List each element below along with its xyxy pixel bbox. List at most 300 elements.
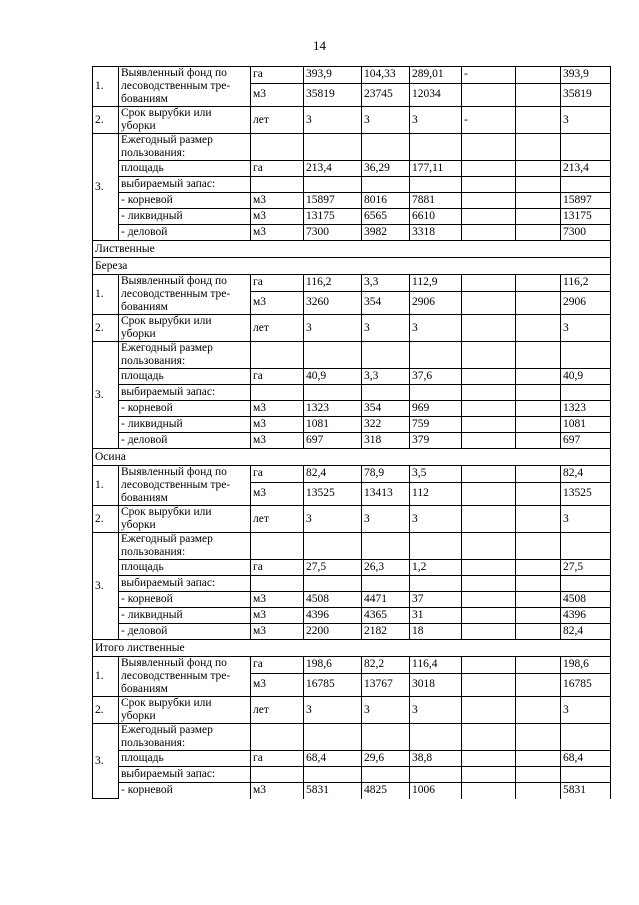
value-cell: [462, 83, 516, 106]
unit-cell: га: [251, 369, 304, 385]
indicator-cell: - ликвидный: [119, 608, 251, 624]
value-cell: [410, 134, 462, 161]
value-cell: [516, 482, 561, 505]
value-cell: 68,4: [561, 751, 611, 767]
value-cell: 198,6: [561, 657, 611, 674]
value-cell: [410, 177, 462, 193]
value-cell: -: [462, 107, 516, 134]
value-cell: 3,3: [362, 275, 410, 292]
value-cell: [516, 67, 561, 84]
value-cell: 5831: [561, 783, 611, 799]
value-cell: 38,8: [410, 751, 462, 767]
value-cell: 40,9: [561, 369, 611, 385]
indicator-cell: площадь: [119, 369, 251, 385]
value-cell: 68,4: [304, 751, 362, 767]
value-cell: 1081: [304, 417, 362, 433]
value-cell: [410, 342, 462, 369]
value-cell: [362, 767, 410, 783]
indicator-cell: - деловой: [119, 433, 251, 449]
value-cell: 2200: [304, 624, 362, 640]
value-cell: 3,3: [362, 369, 410, 385]
indicator-cell: Срок вырубки или уборки: [119, 697, 251, 724]
unit-cell: м3: [251, 433, 304, 449]
unit-cell: лет: [251, 315, 304, 342]
value-cell: 289,01: [410, 67, 462, 84]
value-cell: [362, 134, 410, 161]
value-cell: [462, 576, 516, 592]
indicator-cell: Выявленный фонд по лесоводственным тре- бованиям: [119, 67, 251, 107]
table-row: [93, 724, 611, 751]
unit-cell: м3: [251, 673, 304, 696]
value-cell: [561, 767, 611, 783]
value-cell: [462, 134, 516, 161]
value-cell: 697: [561, 433, 611, 449]
table-row: [93, 161, 611, 177]
indicator-cell: Выявленный фонд по лесоводственным тре- бованиям: [119, 657, 251, 697]
value-cell: 213,4: [304, 161, 362, 177]
value-cell: 4825: [362, 783, 410, 799]
unit-cell: га: [251, 657, 304, 674]
unit-cell: м3: [251, 608, 304, 624]
value-cell: [462, 624, 516, 640]
value-cell: [516, 592, 561, 608]
value-cell: 82,4: [304, 466, 362, 483]
table-row: [93, 401, 611, 417]
indicator-cell: Ежегодный размер пользования:: [119, 342, 251, 369]
value-cell: [462, 275, 516, 292]
unit-cell: м3: [251, 225, 304, 241]
section-row: [93, 241, 611, 258]
value-cell: [516, 697, 561, 724]
table-row: [93, 275, 611, 292]
value-cell: [516, 783, 561, 799]
value-cell: [304, 134, 362, 161]
value-cell: 23745: [362, 83, 410, 106]
unit-cell: лет: [251, 697, 304, 724]
value-cell: 354: [362, 291, 410, 314]
value-cell: [462, 193, 516, 209]
value-cell: [561, 576, 611, 592]
value-cell: 37: [410, 592, 462, 608]
unit-cell: м3: [251, 592, 304, 608]
value-cell: 3: [362, 697, 410, 724]
table-row: [93, 657, 611, 674]
value-cell: 318: [362, 433, 410, 449]
value-cell: [516, 560, 561, 576]
value-cell: [304, 576, 362, 592]
value-cell: 213,4: [561, 161, 611, 177]
value-cell: [516, 225, 561, 241]
value-cell: [516, 209, 561, 225]
value-cell: [362, 342, 410, 369]
value-cell: 1006: [410, 783, 462, 799]
value-cell: [516, 134, 561, 161]
value-cell: 697: [304, 433, 362, 449]
value-cell: [516, 673, 561, 696]
value-cell: [462, 369, 516, 385]
value-cell: [304, 385, 362, 401]
value-cell: 3: [561, 697, 611, 724]
item-number: 3.: [93, 724, 119, 799]
item-number: 2.: [93, 107, 119, 134]
value-cell: [462, 342, 516, 369]
unit-cell: [251, 134, 304, 161]
value-cell: 3: [304, 315, 362, 342]
value-cell: 15897: [304, 193, 362, 209]
value-cell: [516, 369, 561, 385]
value-cell: 4508: [304, 592, 362, 608]
value-cell: 29,6: [362, 751, 410, 767]
value-cell: [462, 608, 516, 624]
value-cell: [516, 433, 561, 449]
value-cell: [462, 506, 516, 533]
unit-cell: м3: [251, 401, 304, 417]
indicator-cell: Выявленный фонд по лесоводственным тре- бованиям: [119, 275, 251, 315]
unit-cell: га: [251, 560, 304, 576]
value-cell: 8016: [362, 193, 410, 209]
indicator-cell: - корневой: [119, 193, 251, 209]
value-cell: [516, 193, 561, 209]
value-cell: [516, 401, 561, 417]
value-cell: 112,9: [410, 275, 462, 292]
value-cell: 16785: [304, 673, 362, 696]
value-cell: [516, 608, 561, 624]
value-cell: [516, 751, 561, 767]
value-cell: [516, 177, 561, 193]
unit-cell: м3: [251, 209, 304, 225]
value-cell: [516, 724, 561, 751]
value-cell: 4508: [561, 592, 611, 608]
item-number: 3.: [93, 342, 119, 449]
value-cell: 116,2: [304, 275, 362, 292]
value-cell: 112: [410, 482, 462, 505]
value-cell: 6565: [362, 209, 410, 225]
value-cell: [304, 724, 362, 751]
value-cell: 13525: [561, 482, 611, 505]
value-cell: 2906: [410, 291, 462, 314]
value-cell: 4471: [362, 592, 410, 608]
table-row: [93, 433, 611, 449]
indicator-cell: площадь: [119, 161, 251, 177]
value-cell: [462, 225, 516, 241]
value-cell: 3018: [410, 673, 462, 696]
forest-use-table: [92, 66, 611, 799]
value-cell: [516, 83, 561, 106]
table-row: [93, 466, 611, 483]
value-cell: [304, 177, 362, 193]
indicator-cell: Ежегодный размер пользования:: [119, 533, 251, 560]
value-cell: 4396: [304, 608, 362, 624]
value-cell: 18: [410, 624, 462, 640]
value-cell: 7300: [304, 225, 362, 241]
value-cell: [362, 724, 410, 751]
unit-cell: га: [251, 751, 304, 767]
value-cell: [462, 466, 516, 483]
unit-cell: [251, 342, 304, 369]
indicator-cell: - ликвидный: [119, 209, 251, 225]
value-cell: 2182: [362, 624, 410, 640]
value-cell: 15897: [561, 193, 611, 209]
unit-cell: м3: [251, 291, 304, 314]
value-cell: [561, 134, 611, 161]
value-cell: [561, 342, 611, 369]
table-row: [93, 134, 611, 161]
unit-cell: га: [251, 67, 304, 84]
value-cell: 198,6: [304, 657, 362, 674]
value-cell: 27,5: [561, 560, 611, 576]
value-cell: [462, 673, 516, 696]
value-cell: 3: [410, 315, 462, 342]
value-cell: 3260: [304, 291, 362, 314]
value-cell: [462, 177, 516, 193]
item-number: 3.: [93, 533, 119, 640]
indicator-cell: - корневой: [119, 401, 251, 417]
value-cell: [462, 161, 516, 177]
value-cell: [516, 291, 561, 314]
value-cell: 1323: [561, 401, 611, 417]
item-number: 1.: [93, 466, 119, 506]
table-row: [93, 369, 611, 385]
value-cell: [561, 533, 611, 560]
value-cell: 3: [410, 506, 462, 533]
unit-cell: [251, 177, 304, 193]
value-cell: [462, 433, 516, 449]
value-cell: [462, 291, 516, 314]
value-cell: [462, 783, 516, 799]
item-number: 2.: [93, 315, 119, 342]
page-number: 14: [313, 38, 326, 53]
unit-cell: м3: [251, 193, 304, 209]
indicator-cell: Ежегодный размер пользования:: [119, 724, 251, 751]
value-cell: [516, 385, 561, 401]
item-number: 2.: [93, 697, 119, 724]
value-cell: 3982: [362, 225, 410, 241]
indicator-cell: - ликвидный: [119, 417, 251, 433]
indicator-cell: выбираемый запас:: [119, 576, 251, 592]
value-cell: 3: [410, 697, 462, 724]
unit-cell: лет: [251, 506, 304, 533]
value-cell: 393,9: [304, 67, 362, 84]
unit-cell: га: [251, 275, 304, 292]
value-cell: 6610: [410, 209, 462, 225]
value-cell: [462, 751, 516, 767]
indicator-cell: Срок вырубки или уборки: [119, 506, 251, 533]
value-cell: [516, 315, 561, 342]
table-row: [93, 751, 611, 767]
value-cell: 379: [410, 433, 462, 449]
unit-cell: м3: [251, 624, 304, 640]
value-cell: [516, 466, 561, 483]
value-cell: 759: [410, 417, 462, 433]
indicator-cell: Выявленный фонд по лесоводственным тре- бованиям: [119, 466, 251, 506]
unit-cell: м3: [251, 417, 304, 433]
value-cell: 7300: [561, 225, 611, 241]
value-cell: [410, 533, 462, 560]
value-cell: 2906: [561, 291, 611, 314]
value-cell: 3,5: [410, 466, 462, 483]
value-cell: 82,2: [362, 657, 410, 674]
value-cell: [516, 624, 561, 640]
value-cell: 82,4: [561, 466, 611, 483]
table-row: [93, 608, 611, 624]
item-number: 1.: [93, 275, 119, 315]
table-row: [93, 767, 611, 783]
item-number: 2.: [93, 506, 119, 533]
value-cell: 1,2: [410, 560, 462, 576]
value-cell: [410, 724, 462, 751]
unit-cell: [251, 724, 304, 751]
value-cell: 13413: [362, 482, 410, 505]
indicator-cell: выбираемый запас:: [119, 177, 251, 193]
unit-cell: га: [251, 161, 304, 177]
indicator-cell: Ежегодный размер пользования:: [119, 134, 251, 161]
value-cell: 35819: [304, 83, 362, 106]
unit-cell: [251, 533, 304, 560]
value-cell: 177,11: [410, 161, 462, 177]
value-cell: 82,4: [561, 624, 611, 640]
value-cell: 3: [561, 506, 611, 533]
value-cell: [304, 767, 362, 783]
value-cell: 36,29: [362, 161, 410, 177]
value-cell: 37,6: [410, 369, 462, 385]
value-cell: [462, 767, 516, 783]
value-cell: [362, 385, 410, 401]
value-cell: 393,9: [561, 67, 611, 84]
value-cell: 13767: [362, 673, 410, 696]
item-number: 1.: [93, 67, 119, 107]
item-number: 1.: [93, 657, 119, 697]
value-cell: [410, 385, 462, 401]
table-row: [93, 592, 611, 608]
indicator-cell: выбираемый запас:: [119, 385, 251, 401]
value-cell: [462, 209, 516, 225]
value-cell: 3: [304, 697, 362, 724]
value-cell: [462, 560, 516, 576]
table-row: [93, 107, 611, 134]
section-row: [93, 258, 611, 275]
table-row: [93, 67, 611, 84]
value-cell: [362, 576, 410, 592]
value-cell: [462, 697, 516, 724]
value-cell: 4365: [362, 608, 410, 624]
value-cell: 13175: [561, 209, 611, 225]
indicator-cell: - деловой: [119, 624, 251, 640]
value-cell: 7881: [410, 193, 462, 209]
indicator-cell: - корневой: [119, 592, 251, 608]
table-row: [93, 417, 611, 433]
value-cell: [462, 385, 516, 401]
value-cell: 116,2: [561, 275, 611, 292]
value-cell: 27,5: [304, 560, 362, 576]
unit-cell: [251, 767, 304, 783]
value-cell: [516, 417, 561, 433]
table-row: [93, 177, 611, 193]
value-cell: [462, 533, 516, 560]
table-row: [93, 315, 611, 342]
value-cell: 3: [362, 107, 410, 134]
table-row: [93, 560, 611, 576]
value-cell: [410, 576, 462, 592]
unit-cell: м3: [251, 482, 304, 505]
value-cell: [516, 342, 561, 369]
section-row: [93, 449, 611, 466]
item-number: 3.: [93, 134, 119, 241]
section-header: Итого лиственные: [93, 640, 611, 657]
value-cell: [561, 177, 611, 193]
value-cell: 3: [362, 315, 410, 342]
table-row: [93, 209, 611, 225]
value-cell: 354: [362, 401, 410, 417]
unit-cell: м3: [251, 83, 304, 106]
section-row: [93, 640, 611, 657]
indicator-cell: выбираемый запас:: [119, 767, 251, 783]
section-header: Лиственные: [93, 241, 611, 258]
value-cell: 3: [561, 107, 611, 134]
value-cell: 3: [410, 107, 462, 134]
indicator-cell: площадь: [119, 560, 251, 576]
value-cell: 116,4: [410, 657, 462, 674]
value-cell: 969: [410, 401, 462, 417]
table-row: [93, 225, 611, 241]
unit-cell: [251, 576, 304, 592]
value-cell: [462, 592, 516, 608]
value-cell: 16785: [561, 673, 611, 696]
section-header: Береза: [93, 258, 611, 275]
value-cell: 322: [362, 417, 410, 433]
value-cell: 3: [304, 506, 362, 533]
value-cell: 13525: [304, 482, 362, 505]
value-cell: [462, 482, 516, 505]
value-cell: [516, 657, 561, 674]
indicator-cell: - корневой: [119, 783, 251, 799]
value-cell: [304, 342, 362, 369]
unit-cell: м3: [251, 783, 304, 799]
table-row: [93, 533, 611, 560]
value-cell: [561, 385, 611, 401]
value-cell: [516, 275, 561, 292]
indicator-cell: Срок вырубки или уборки: [119, 315, 251, 342]
value-cell: 12034: [410, 83, 462, 106]
value-cell: 3: [362, 506, 410, 533]
value-cell: 3: [304, 107, 362, 134]
value-cell: [462, 315, 516, 342]
table-row: [93, 193, 611, 209]
table-row: [93, 624, 611, 640]
table-row: [93, 385, 611, 401]
value-cell: [516, 576, 561, 592]
value-cell: [462, 401, 516, 417]
table-row: [93, 783, 611, 799]
table-row: [93, 506, 611, 533]
value-cell: 5831: [304, 783, 362, 799]
value-cell: 3: [561, 315, 611, 342]
value-cell: [462, 417, 516, 433]
indicator-cell: - деловой: [119, 225, 251, 241]
table-row: [93, 576, 611, 592]
value-cell: 26,3: [362, 560, 410, 576]
unit-cell: [251, 385, 304, 401]
value-cell: 13175: [304, 209, 362, 225]
value-cell: 1081: [561, 417, 611, 433]
value-cell: [516, 533, 561, 560]
value-cell: 31: [410, 608, 462, 624]
unit-cell: лет: [251, 107, 304, 134]
value-cell: [362, 177, 410, 193]
value-cell: [462, 657, 516, 674]
value-cell: [516, 161, 561, 177]
table-row: [93, 697, 611, 724]
value-cell: 78,9: [362, 466, 410, 483]
